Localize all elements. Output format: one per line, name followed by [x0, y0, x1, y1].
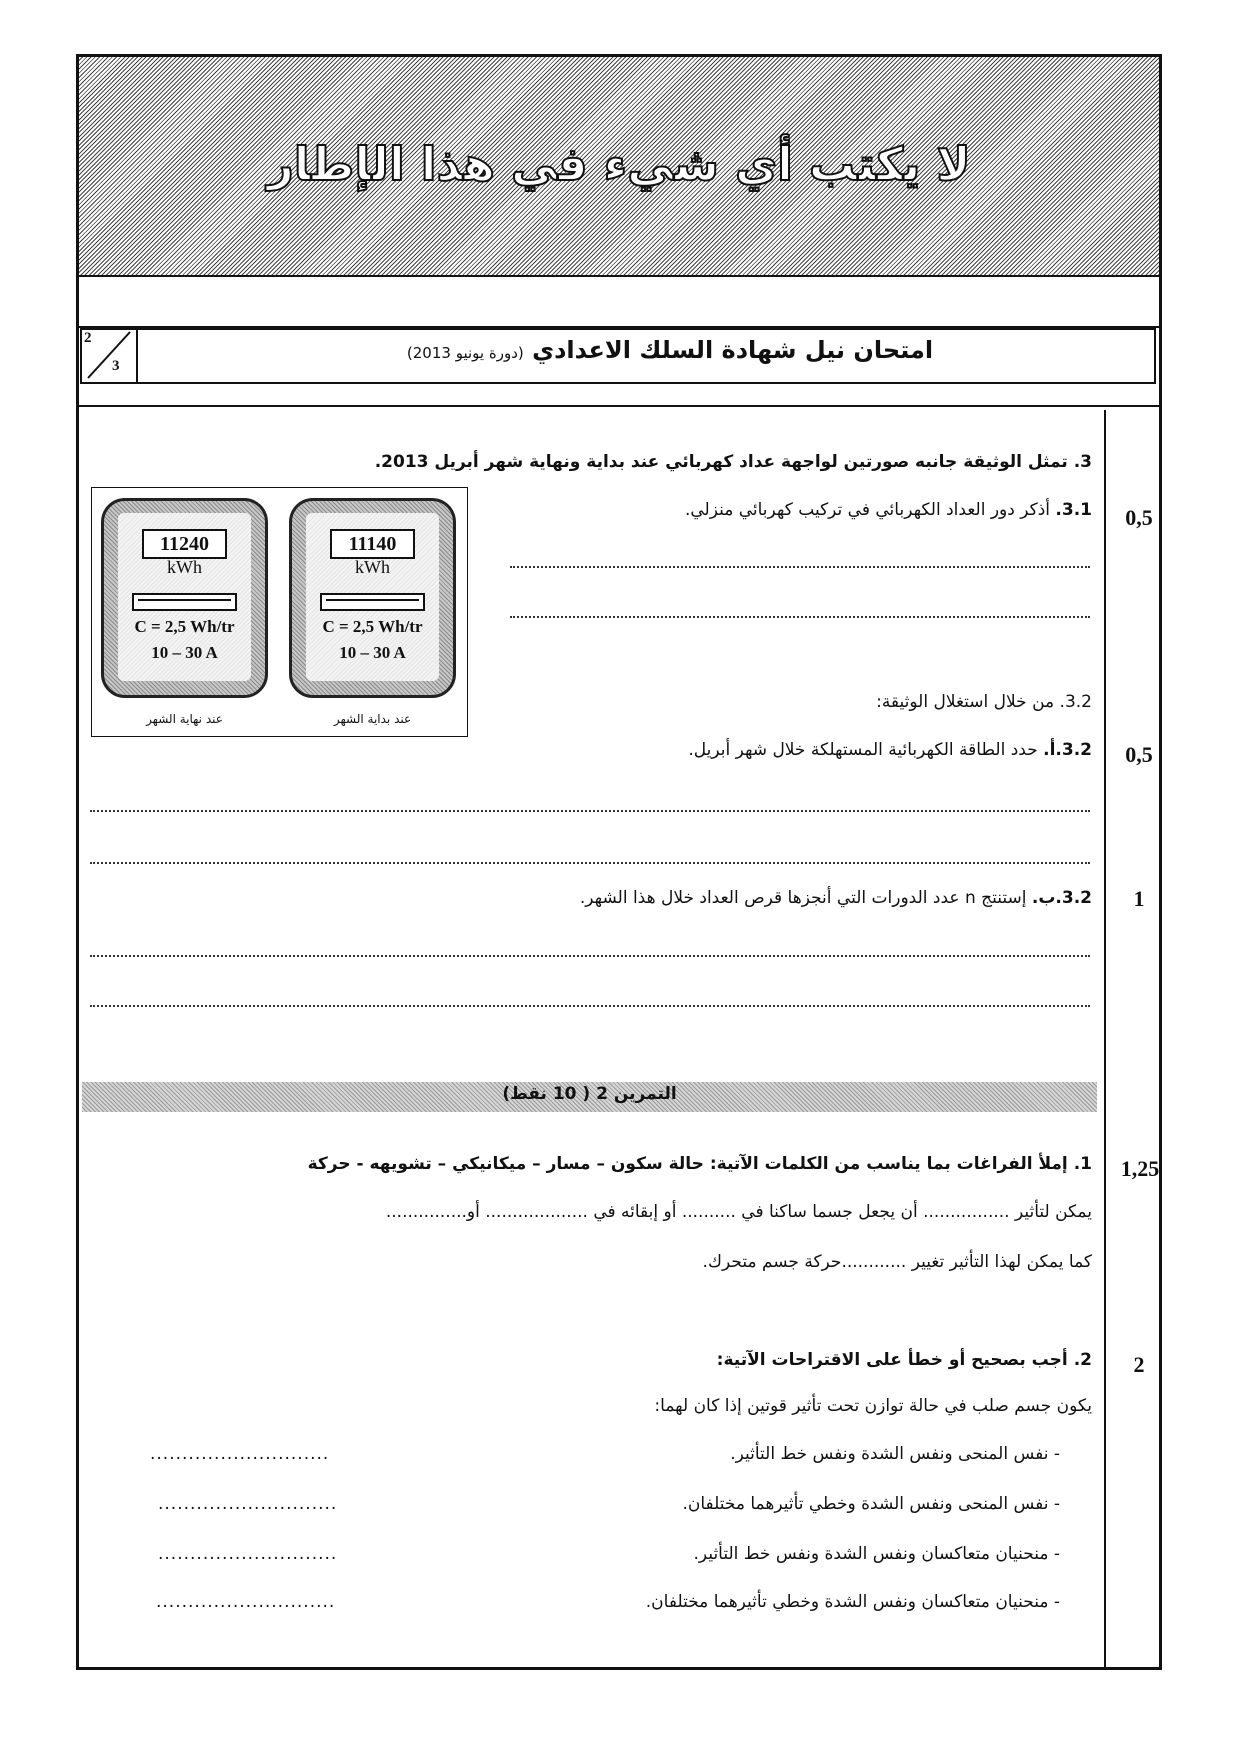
meter-current: 10 – 30 A: [339, 643, 406, 662]
exam-title-text: امتحان نيل شهادة السلك الاعدادي: [532, 336, 934, 364]
ex2-q1-line2[interactable]: كما يمكن لهذا التأثير تغيير ............حركة جسم متحرك.: [702, 1252, 1092, 1272]
watermark-text: لا يكتب أي شيء في هذا الإطار: [267, 137, 971, 191]
q32a-points: 0,5: [1125, 742, 1153, 767]
meter-disc-window: [320, 593, 425, 611]
meter-face: [306, 513, 439, 681]
meter-constant: C = 2,5 Wh/tr: [322, 617, 423, 636]
option-1: - نفس المنحى ونفس الشدة ونفس خط التأثير.: [730, 1444, 1060, 1464]
ex2-q2-stem: يكون جسم صلب في حالة توازن تحت تأثير قوتين إذا كان لهما:: [654, 1396, 1092, 1416]
meter-current: 10 – 30 A: [151, 643, 218, 662]
meter-constant: C = 2,5 Wh/tr: [134, 617, 235, 636]
exercise-title: التمرين 2 ( 10 نقط): [502, 1084, 677, 1104]
answer-line[interactable]: [90, 810, 1090, 812]
option-2: - نفس المنحى ونفس الشدة وخطي تأثيرهما مختلفان.: [682, 1494, 1060, 1514]
ex2-q2: 2. أجب بصحيح أو خطأ على الاقتراحات الآتية:: [716, 1350, 1092, 1370]
meter-end-caption: عند نهاية الشهر: [146, 712, 223, 726]
page-total: 3: [112, 358, 120, 374]
no-write-zone: [79, 57, 1159, 277]
meter-start: [289, 498, 456, 698]
option-3: - منحنيان متعاكسان ونفس الشدة ونفس خط التأثير.: [693, 1544, 1060, 1564]
answer-line[interactable]: [510, 616, 1090, 618]
q31: 3.1. أذكر دور العداد الكهربائي في تركيب كهربائي منزلي.: [684, 500, 1092, 520]
answer-line[interactable]: [90, 862, 1090, 864]
answer-line[interactable]: [510, 566, 1090, 568]
q32b-points: 1: [1133, 886, 1145, 911]
option-4: - منحنيان متعاكسان ونفس الشدة وخطي تأثيرهما مختلفان.: [645, 1592, 1060, 1612]
q31-points: 0,5: [1125, 505, 1153, 530]
points-column-divider: [1104, 410, 1106, 1667]
meter-end: [101, 498, 268, 698]
meter-reading: 11140: [330, 529, 415, 559]
meter-unit: kWh: [355, 557, 390, 577]
q3-intro: 3. تمثل الوثيقة جانبه صورتين لواجهة عداد كهربائي عند بداية ونهاية شهر أبريل 2013.: [374, 452, 1092, 472]
q32a: 3.2.أ. حدد الطاقة الكهربائية المستهلكة خلال شهر أبريل.: [688, 740, 1092, 760]
q32b: 3.2.ب. إستنتج n عدد الدورات التي أنجزها قرص العداد خلال هذا الشهر.: [579, 888, 1092, 908]
ex2-q1-points: 1,25: [1120, 1156, 1160, 1181]
option-3-answer[interactable]: ............................: [158, 1544, 338, 1564]
ex2-q1: 1. إملأ الفراغات بما يناسب من الكلمات الآتية: حالة سكون – مسار – ميكانيكي – تشويهه - حركة: [307, 1154, 1092, 1174]
divider: [79, 405, 1159, 407]
exam-title: [320, 336, 1020, 364]
answer-line[interactable]: [90, 1005, 1090, 1007]
page-current: 2: [84, 330, 92, 346]
option-4-answer[interactable]: ............................: [156, 1592, 336, 1612]
ex2-q1-line1[interactable]: يمكن لتأثير ................ أن يجعل جسما ساكنا في .......... أو إبقائه في ................... أو...............: [385, 1202, 1092, 1222]
meter-face: [118, 513, 251, 681]
meter-start-caption: عند بداية الشهر: [333, 712, 412, 726]
meter-reading: 11240: [142, 529, 227, 559]
meter-unit: kWh: [167, 557, 202, 577]
q32-intro: 3.2. من خلال استغلال الوثيقة:: [876, 692, 1092, 712]
exam-session: (دورة يونيو 2013): [406, 344, 524, 362]
option-1-answer[interactable]: ............................: [150, 1444, 330, 1464]
meter-disc-window: [132, 593, 237, 611]
meter-document: [91, 487, 468, 737]
ex2-q2-points: 2: [1133, 1352, 1145, 1377]
option-2-answer[interactable]: ............................: [158, 1494, 338, 1514]
answer-line[interactable]: [90, 955, 1090, 957]
